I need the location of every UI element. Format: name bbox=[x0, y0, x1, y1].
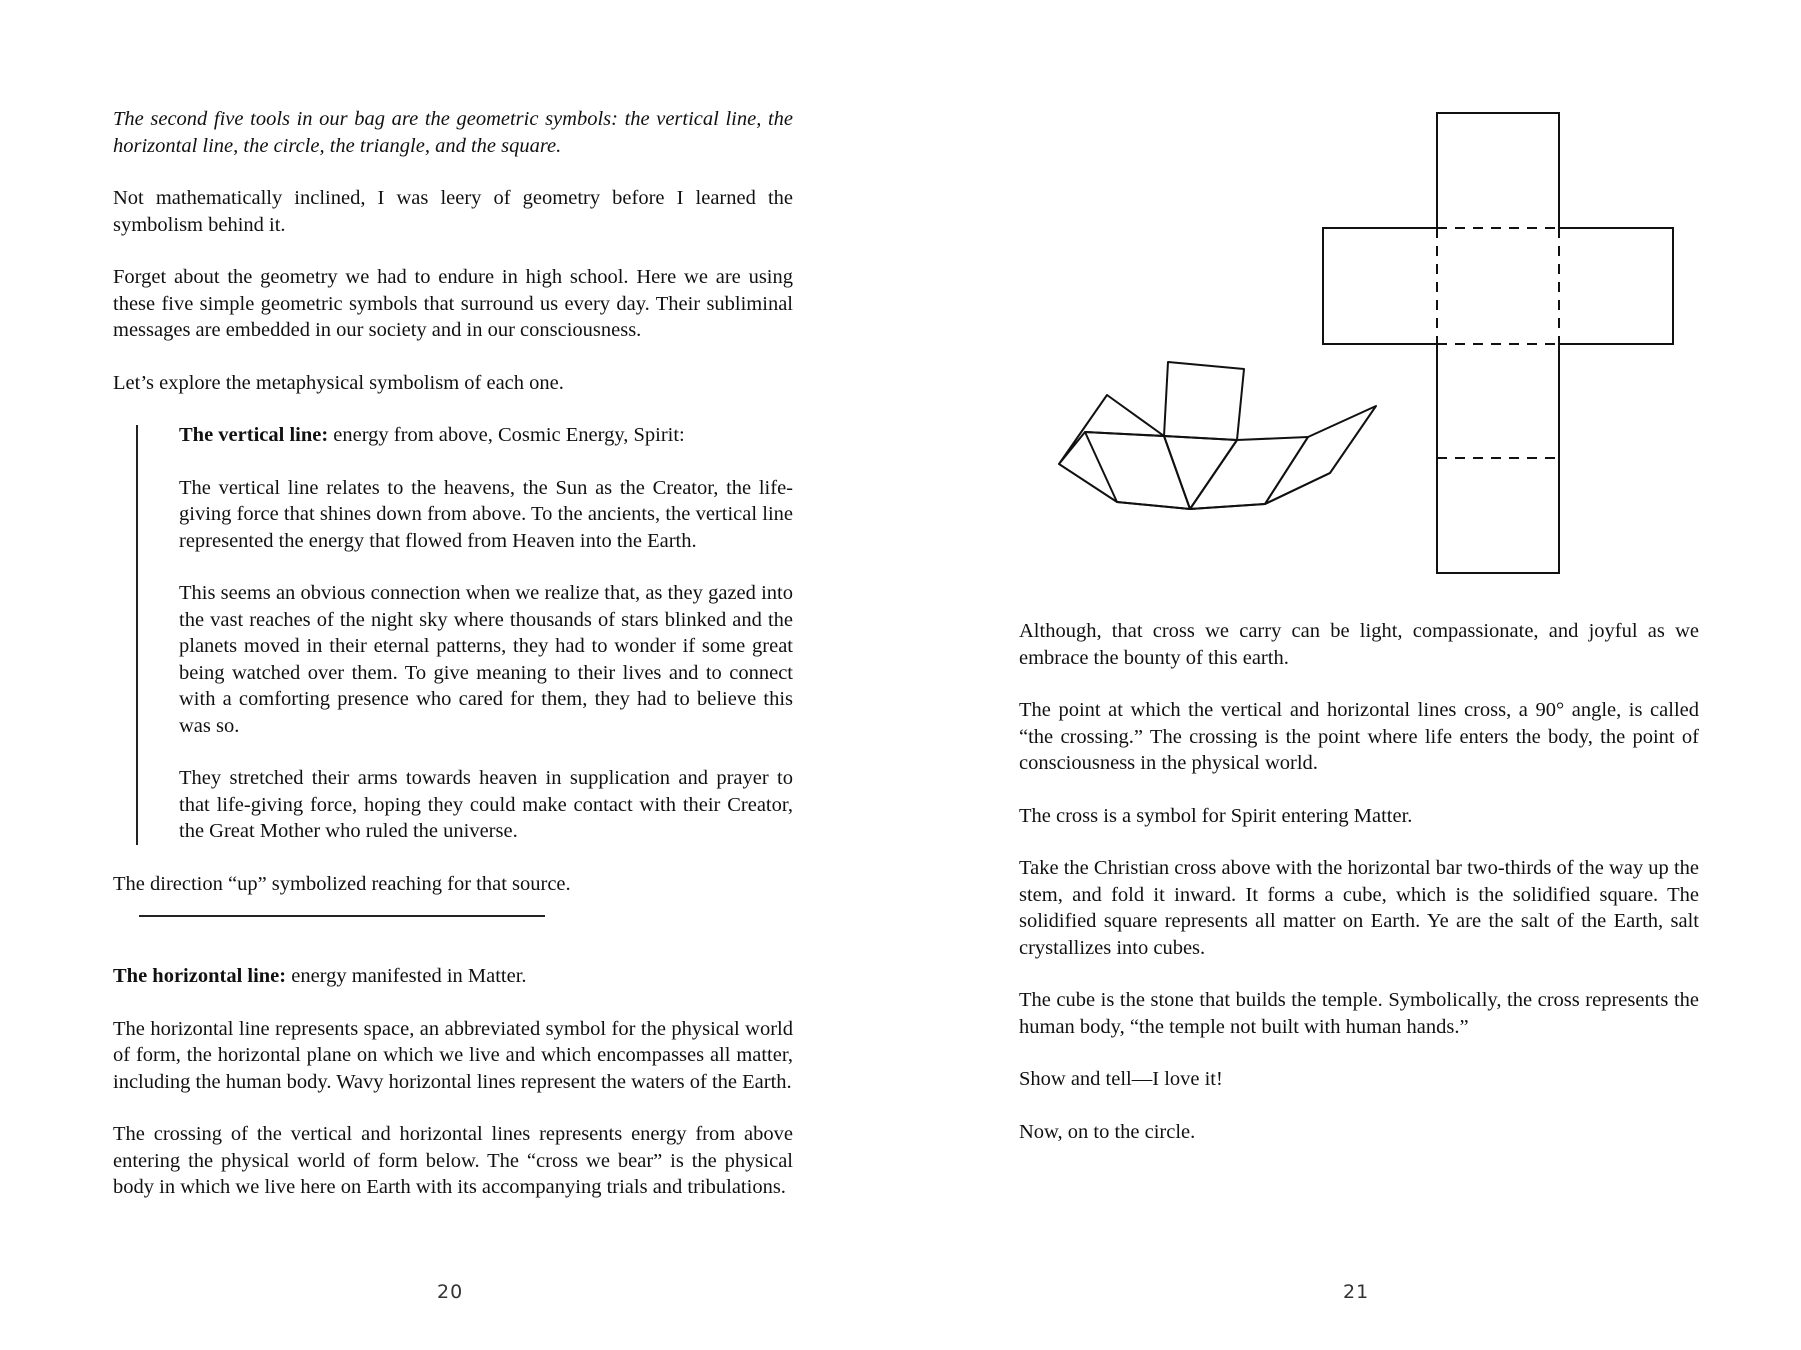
page-number-left: 20 bbox=[437, 1281, 464, 1303]
vertical-line-paragraph: The vertical line relates to the heavens, the Sun as the Creator, the life-giving force that shines down from above. To the ancients, the vertical line represented the energy that flowed from Heaven into the Earth. bbox=[179, 476, 793, 552]
vertical-line-heading-bold: The vertical line: bbox=[179, 424, 329, 446]
vertical-line-paragraph: They stretched their arms towards heaven in supplication and prayer to that life-giving force, hoping they could make contact with their Creator, the Great Mother who ruled the universe. bbox=[179, 767, 793, 842]
page-number-right: 21 bbox=[1343, 1281, 1370, 1303]
blockquote-bar bbox=[136, 425, 138, 845]
intro-paragraph: The second five tools in our bag are the geometric symbols: the vertical line, the horizontal line, the circle, the triangle, and the square. bbox=[113, 108, 793, 157]
right-paragraph: The cross is a symbol for Spirit entering Matter. bbox=[1019, 804, 1413, 827]
horizontal-line-heading bbox=[113, 963, 793, 990]
right-paragraph: Show and tell—I love it! bbox=[1019, 1068, 1223, 1090]
section-divider bbox=[139, 915, 545, 917]
right-text-column bbox=[1019, 618, 1699, 1171]
vertical-line-heading-rest: energy from above, Cosmic Energy, Spirit: bbox=[328, 424, 685, 446]
right-paragraph: The point at which the vertical and horizontal lines cross, a 90° angle, is called “the crossing.” The crossing is the point where life enters the body, the point of consciousness in the physical world. bbox=[1019, 699, 1699, 774]
right-paragraph: Now, on to the circle. bbox=[1019, 1120, 1196, 1143]
paragraph-explore: Let’s explore the metaphysical symbolism of each one. bbox=[113, 371, 564, 394]
vertical-line-blockquote bbox=[113, 422, 793, 845]
right-paragraph: Take the Christian cross above with the horizontal bar two-thirds of the way up the stem, and fold it inward. It forms a cube, which is the solidified square. The solidified square represents all matter on Earth. Ye are the salt of the Earth, salt crystallizes into cubes. bbox=[1019, 857, 1699, 959]
horizontal-line-paragraph: The horizontal line represents space, an abbreviated symbol for the physical world of form, the horizontal plane on which we live and which encompasses all matter, including the human body. Wavy horizontal lines represent the waters of the Earth. bbox=[113, 1017, 793, 1093]
horizontal-line-heading-rest: energy manifested in Matter. bbox=[286, 965, 527, 987]
right-paragraph: Although, that cross we carry can be light, compassionate, and joyful as we embrace the bounty of this earth. bbox=[1019, 620, 1699, 669]
left-text-column bbox=[113, 106, 793, 1227]
paragraph-forget-geometry: Forget about the geometry we had to endure in high school. Here we are using these five simple geometric symbols that surround us every day. Their subliminal messages are embedded in our society and in our consciousness. bbox=[113, 266, 793, 341]
horizontal-line-heading-bold: The horizontal line: bbox=[113, 965, 287, 987]
right-paragraph: The cube is the stone that builds the temple. Symbolically, the cross represents the human body, “the temple not built with human hands.” bbox=[1019, 989, 1699, 1038]
paragraph-direction-up: The direction “up” symbolized reaching for that source. bbox=[113, 872, 571, 895]
horizontal-line-paragraph: The crossing of the vertical and horizontal lines represents energy from above entering the physical world of form below. The “cross we bear” is the physical body in which we live here on Earth with its accompanying trials and tribulations. bbox=[113, 1123, 793, 1198]
paragraph-geometry-leery: Not mathematically inclined, I was leery of geometry before I learned the symbolism behind it. bbox=[113, 187, 793, 236]
vertical-line-paragraph: This seems an obvious connection when we realize that, as they gazed into the vast reaches of the night sky where thousands of stars blinked and the planets moved in their eternal patterns, they had to wonder if some great being watched over them. To give meaning to their lives and to connect with a comforting presence who cared for them, they had to believe this was so. bbox=[179, 582, 793, 737]
left-page bbox=[0, 0, 900, 1350]
vertical-line-heading bbox=[179, 422, 793, 449]
